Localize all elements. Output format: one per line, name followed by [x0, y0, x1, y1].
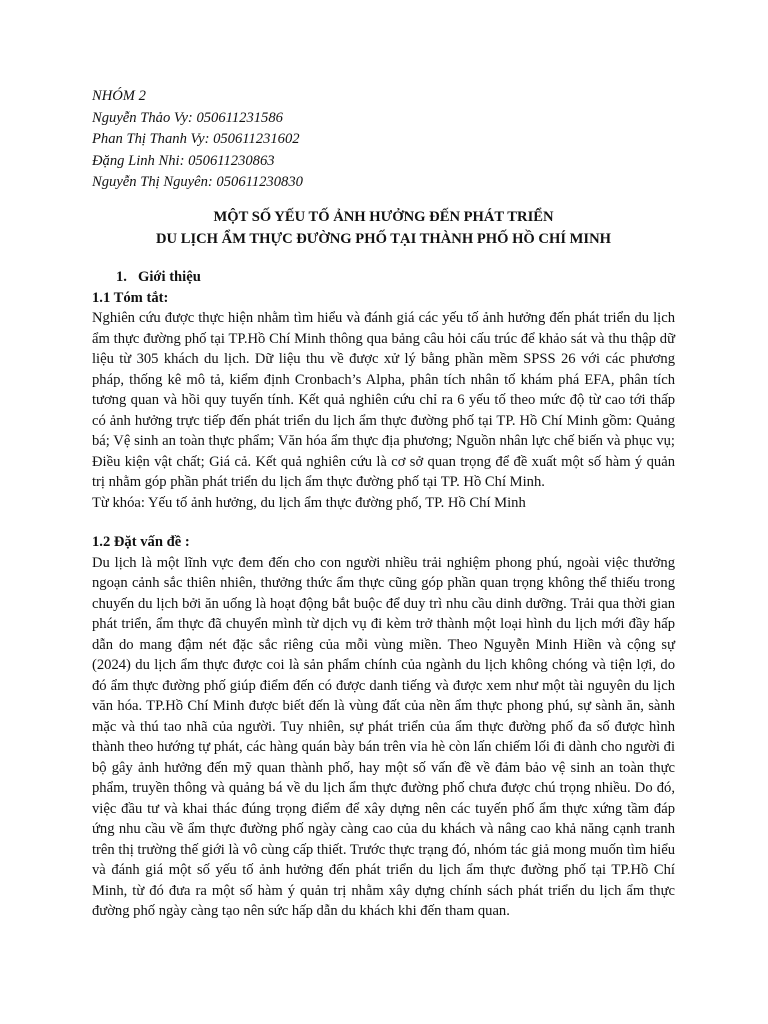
author-line: Đặng Linh Nhi: 050611230863	[92, 152, 275, 169]
section-heading	[92, 267, 675, 288]
group-name: NHÓM 2	[92, 88, 146, 104]
subsection-heading-problem: 1.2 Đặt vấn đề :	[92, 534, 190, 550]
keywords-line: Từ khóa: Yếu tố ảnh hưởng, du lịch ẩm thực đường phố, TP. Hồ Chí Minh	[92, 494, 526, 511]
subsection-heading-abstract: 1.1 Tóm tắt:	[92, 289, 169, 306]
author-line: Phan Thị Thanh Vy: 050611231602	[92, 131, 300, 147]
problem-paragraph: Du lịch là một lĩnh vực đem đến cho con người nhiều trải nghiệm phong phú, ngoài việc thưởng ngoạn cảnh sắc thiên nhiên, thưởng thức ẩm thực cũng góp phần quan trọng không thể thiếu trong chuyến du lịch bởi ăn uống là hoạt động bắt buộc để duy trì nhu cầu dinh dưỡng. Trải qua thời gian phát triển, ẩm thực đã chuyển mình từ dịch vụ đi kèm trở thành một loại hình du lịch mới đầy hấp dẫn do mang đậm nét đặc sắc riêng của mỗi vùng miền. Theo Nguyễn Minh Hiền và cộng sự (2024) du lịch ẩm thực được coi là sản phẩm chính của ngành du lịch không chóng và tiện lợi, do đó ẩm thực đường phố giúp điểm đến có được danh tiếng và được xem như một tài nguyên du lịch văn hóa. TP.Hồ Chí Minh được biết đến là vùng đất của nền ẩm thực phong phú, sự sành ăn, sành mặc và thú tao nhã của người. Tuy nhiên, sự phát triển của ẩm thực đường phố đa số được hình thành theo hướng tự phát, các hàng quán bày bán trên vỉa hè còn lấn chiếm lối đi dành cho người đi bộ gây ảnh hưởng đến mỹ quan thành phố, hay một số vấn đề về đảm bảo vệ sinh an toàn thực phẩm, truyền thông và quảng bá về du lịch ẩm thực đường phố chưa được chú trọng nhiều. Do đó, việc đầu tư và khai thác đúng trọng điểm để xây dựng nên các tuyến phố ẩm thực xứng tầm đáp ứng nhu cầu về ẩm thực đường phố ngày càng cao của du khách và nâng cao khả năng cạnh tranh trên thị trường thế giới là vô cùng cấp thiết. Trước thực trạng đó, nhóm tác giả mong muốn tìm hiểu và đánh giá một số yếu tố ảnh hưởng đến phát triển du lịch ẩm thực đường phố tại TP.Hồ Chí Minh, từ đó đưa ra một số hàm ý quản trị nhằm xây dựng chính sách phát triển du lịch ẩm thực đường phố ngày càng tạo nên sức hấp dẫn du khách khi đến tham quan.	[92, 554, 675, 919]
title-line-2: DU LỊCH ẨM THỰC ĐƯỜNG PHỐ TẠI THÀNH PHỐ HỒ CHÍ MINH	[156, 230, 611, 247]
title-line-1: MỘT SỐ YẾU TỐ ẢNH HƯỞNG ĐẾN PHÁT TRIỂN	[213, 208, 554, 225]
section-number: 1.	[116, 268, 127, 285]
document-title	[92, 206, 675, 250]
section-title: Giới thiệu	[138, 268, 201, 285]
author-line: Nguyễn Thị Nguyên: 050611230830	[92, 174, 303, 190]
author-list	[92, 86, 675, 194]
abstract-paragraph: Nghiên cứu được thực hiện nhằm tìm hiểu và đánh giá các yếu tố ảnh hưởng đến phát triển du lịch ẩm thực đường phố tại TP.Hồ Chí Minh thông qua bảng câu hỏi cấu trúc để khảo sát và thu thập dữ liệu từ 305 khách du lịch. Dữ liệu thu về được xử lý bằng phần mềm SPSS 26 với các phương pháp, thống kê mô tả, kiểm định Cronbach’s Alpha, phân tích nhân tố khám phá EFA, phân tích tương quan và hồi quy tuyến tính. Kết quả nghiên cứu chỉ ra 6 yếu tố theo mức độ từ cao tới thấp có ảnh hưởng trực tiếp đến phát triển du lịch ẩm thực đường phố tại TP. Hồ Chí Minh gồm: Quảng bá; Vệ sinh an toàn thực phẩm; Văn hóa ẩm thực địa phương; Nguồn nhân lực chế biến và phục vụ; Điều kiện vật chất; Giá cả. Kết quả nghiên cứu là cơ sở quan trọng để đề xuất một số hàm ý quản trị nhằm góp phần phát triển du lịch ẩm thực đường phố tại TP. Hồ Chí Minh.	[92, 310, 675, 490]
author-line: Nguyễn Thảo Vy: 050611231586	[92, 109, 283, 126]
spacer	[92, 513, 675, 532]
document-page	[92, 86, 675, 922]
